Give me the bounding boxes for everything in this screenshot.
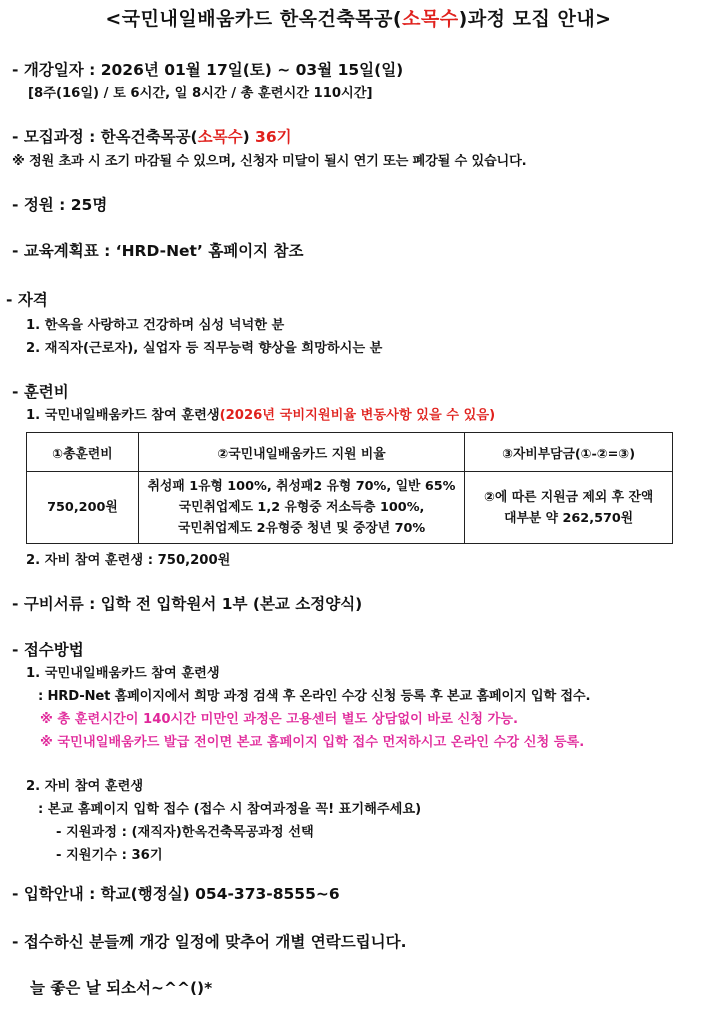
application-self-line: : 본교 홈페이지 입학 접수 (접수 시 참여과정을 꼭! 표기해주세요) [38, 802, 422, 817]
application-heading: - 접수방법 [12, 641, 84, 659]
fee-item-1-label: 1. 국민내일배움카드 참여 훈련생 [26, 408, 220, 423]
contact-line: - 입학안내 : 학교(행정실) 054-373-8555~6 [12, 885, 340, 903]
capacity-line: - 정원 : 25명 [12, 196, 108, 214]
fee-item-1 [26, 404, 495, 423]
fee-item-1-note: (2026년 국비지원비율 변동사항 있을 수 있음) [219, 408, 496, 423]
fee-rate-line: 국민취업제도 1,2 유형중 저소득층 100%, [178, 500, 425, 515]
title-text-start: <국민내일배움카드 한옥건축목공( [105, 8, 403, 30]
application-card-heading: 1. 국민내일배움카드 참여 훈련생 [26, 666, 220, 681]
course-line [12, 125, 292, 147]
fee-table-header-row [27, 433, 673, 472]
qualification-item-2: 2. 재직자(근로자), 실업자 등 직무능력 향상을 희망하시는 분 [26, 341, 383, 356]
fee-self-pay-cell [465, 472, 673, 544]
fee-rate-line: 취성패 1유형 100%, 취성패2 유형 70%, 일반 65% [147, 479, 456, 494]
course-highlight: 소목수 [197, 128, 243, 146]
course-note: ※ 정원 초과 시 조기 마감될 수 있으며, 신청자 미달이 될시 연기 또는 폐강될 수 있습니다. [12, 154, 527, 169]
plan-line: - 교육계획표 : ‘HRD-Net’ 홈페이지 참조 [12, 242, 304, 260]
application-card-note-1: ※ 총 훈련시간이 140시간 미만인 과정은 고용센터 별도 상담없이 바로 신청 가능. [40, 712, 519, 727]
fee-heading: - 훈련비 [12, 383, 69, 401]
fee-table [26, 432, 673, 544]
fee-total-cell: 750,200원 [27, 472, 139, 544]
application-self-item-1: - 지원과정 : (재직자)한옥건축목공과정 선택 [56, 825, 314, 840]
fee-header-support: ②국민내일배움카드 지원 비율 [138, 433, 464, 472]
fee-rates-cell [138, 472, 464, 544]
fee-self-pay-line: 대부분 약 262,570원 [504, 510, 634, 526]
schedule-line: - 개강일자 : 2026년 01월 17일(토) ~ 03월 15일(일) [12, 61, 404, 79]
greeting-line: 늘 좋은 날 되소서~^^()* [30, 979, 213, 997]
fee-item-2: 2. 자비 참여 훈련생 : 750,200원 [26, 553, 231, 568]
qualification-heading: - 자격 [6, 291, 48, 309]
qualification-item-1: 1. 한옥을 사랑하고 건강하며 심성 넉넉한 분 [26, 318, 285, 333]
documents-line: - 구비서류 : 입학 전 입학원서 1부 (본교 소정양식) [12, 595, 363, 613]
application-card-line: : HRD-Net 홈페이지에서 희망 과정 검색 후 온라인 수강 신청 등록 후 본교 홈페이지 입학 접수. [38, 689, 591, 704]
course-cohort: 36기 [255, 128, 292, 146]
application-self-heading: 2. 자비 참여 훈련생 [26, 779, 144, 794]
page-title [0, 4, 717, 31]
fee-table-row [27, 472, 673, 544]
course-mid: ) [242, 128, 256, 146]
title-text-end: )과정 모집 안내> [458, 8, 612, 30]
application-card-note-2: ※ 국민내일배움카드 발급 전이면 본교 홈페이지 입학 접수 먼저하시고 온라인 수강 신청 등록. [40, 735, 585, 750]
closing-line: - 접수하신 분들께 개강 일정에 맞추어 개별 연락드립니다. [12, 933, 407, 951]
application-self-item-2: - 지원기수 : 36기 [56, 848, 163, 863]
schedule-sub: [8주(16일) / 토 6시간, 일 8시간 / 총 훈련시간 110시간] [28, 86, 373, 101]
fee-header-total: ①총훈련비 [27, 433, 139, 472]
fee-rate-line: 국민취업제도 2유형중 청년 및 중장년 70% [177, 521, 426, 536]
fee-self-pay-line: ②에 따른 지원금 제외 후 잔액 [484, 489, 654, 505]
fee-header-self-pay: ③자비부담금(①-②=③) [465, 433, 673, 472]
course-prefix: - 모집과정 : 한옥건축목공( [12, 128, 198, 146]
title-highlight: 소목수 [402, 8, 459, 30]
